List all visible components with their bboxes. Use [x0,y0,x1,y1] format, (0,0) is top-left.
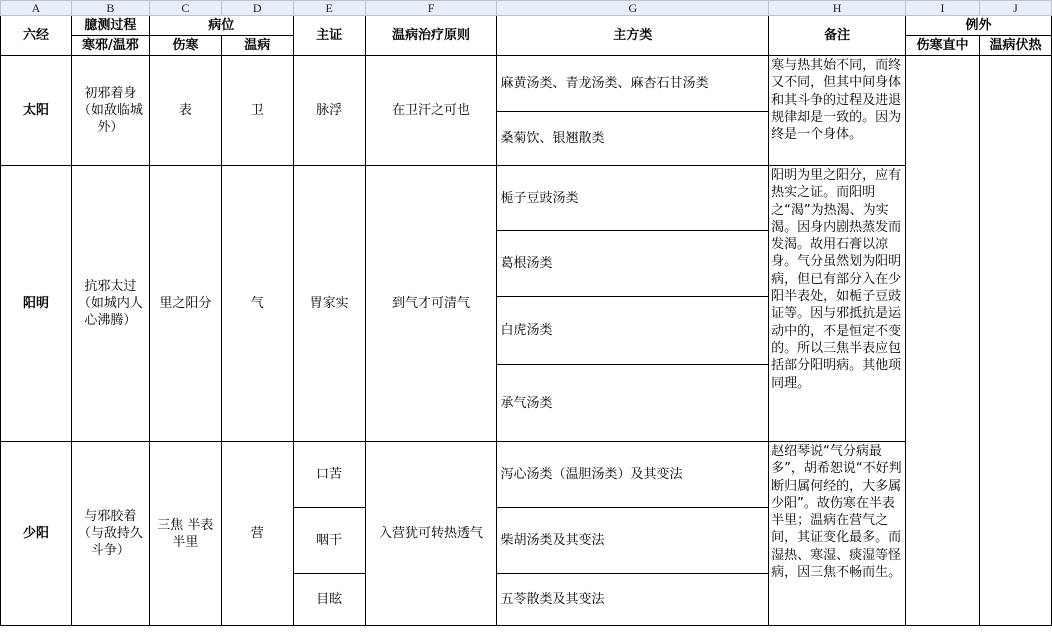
header-exceptions[interactable]: 例外 [906,16,1052,36]
header-location[interactable]: 病位 [149,16,293,36]
header-main-sign[interactable]: 主证 [293,16,365,56]
col-header-b[interactable]: B [71,1,149,16]
cell-wenbing-shaoyang[interactable]: 营 [221,442,293,626]
col-header-d[interactable]: D [221,1,293,16]
cell-jing-taiyang[interactable]: 太阳 [1,56,72,166]
cell-exc-shanghan[interactable] [906,56,980,626]
cell-wenbing-yangming[interactable]: 气 [221,166,293,442]
cell-sign-shaoyang-3[interactable]: 目眩 [293,574,365,626]
cell-shanghan-yangming[interactable]: 里之阳分 [149,166,221,442]
cell-formula-yangming-1[interactable]: 栀子豆豉汤类 [497,166,769,231]
cell-shanghan-shaoyang[interactable]: 三焦 半表半里 [149,442,221,626]
column-letter-row [1,1,1052,16]
cell-process-yangming[interactable]: 抗邪太过（如城内人心沸腾） [71,166,149,442]
header-wenbing[interactable]: 温病 [221,36,293,56]
header-speculation[interactable]: 臆测过程 [71,16,149,36]
cell-sign-shaoyang-1[interactable]: 口苦 [293,442,365,508]
cell-sign-shaoyang-2[interactable]: 咽干 [293,508,365,574]
row-shaoyang-1 [1,442,1052,508]
header-speculation-sub[interactable]: 寒邪/温邪 [71,36,149,56]
header-liujing[interactable]: 六经 [1,16,72,56]
cell-process-taiyang[interactable]: 初邪着身（如敌临城外） [71,56,149,166]
col-header-f[interactable]: F [365,1,497,16]
col-header-c[interactable]: C [149,1,221,16]
header-principle[interactable]: 温病治疗原则 [365,16,497,56]
cell-sign-taiyang[interactable]: 脉浮 [293,56,365,166]
cell-shanghan-taiyang[interactable]: 表 [149,56,221,166]
cell-exc-wenbing[interactable] [979,56,1051,626]
col-header-i[interactable]: I [906,1,980,16]
cell-remark-shaoyang[interactable]: 赵绍琴说“气分病最多”，胡希恕说“不好判断归属何经的，大多属少阳”。故伤寒在半表半里；温病在营气之间，其证变化最多。而湿热、寒湿、痰湿等怪病，因三焦不畅而生。 [769,442,906,626]
header-formulas[interactable]: 主方类 [497,16,769,56]
col-header-e[interactable]: E [293,1,365,16]
cell-remark-taiyang[interactable]: 寒与热其始不同，而终又不同，但其中间身体和其斗争的过程及进退规律却是一致的。因为终是一个身体。 [769,56,906,166]
cell-formula-taiyang-1[interactable]: 麻黄汤类、青龙汤类、麻杏石甘汤类 [497,56,769,112]
cell-formula-yangming-2[interactable]: 葛根汤类 [497,231,769,297]
col-header-j[interactable]: J [979,1,1051,16]
row-yangming-1 [1,166,1052,231]
header-exc-shanghan[interactable]: 伤寒直中 [906,36,980,56]
col-header-h[interactable]: H [769,1,906,16]
cell-principle-taiyang[interactable]: 在卫汗之可也 [365,56,497,166]
header-row-1 [1,16,1052,36]
header-shanghan[interactable]: 伤寒 [149,36,221,56]
cell-formula-shaoyang-1[interactable]: 泻心汤类（温胆汤类）及其变法 [497,442,769,508]
header-exc-wenbing[interactable]: 温病伏热 [979,36,1051,56]
cell-formula-shaoyang-2[interactable]: 柴胡汤类及其变法 [497,508,769,574]
cell-sign-yangming[interactable]: 胃家实 [293,166,365,442]
cell-jing-yangming[interactable]: 阳明 [1,166,72,442]
cell-principle-yangming[interactable]: 到气才可清气 [365,166,497,442]
cell-formula-yangming-4[interactable]: 承气汤类 [497,365,769,442]
row-taiyang-1 [1,56,1052,112]
col-header-a[interactable]: A [1,1,72,16]
cell-remark-yangming[interactable]: 阳明为里之阳分，应有热实之证。而阳明之“渴”为热渴、为实渴。因身内剧热蒸发而发渴。故用石膏以凉身。气分虽然划为阳明病，但已有部分入在少阳半表处，如栀子豆豉证等。因与邪抵抗是运动中的，不是恒定不变的。所以三焦半表应包括部分阳明病。其他项同理。 [769,166,906,442]
header-remarks[interactable]: 备注 [769,16,906,56]
cell-formula-yangming-3[interactable]: 白虎汤类 [497,297,769,365]
cell-principle-shaoyang[interactable]: 入营犹可转热透气 [365,442,497,626]
col-header-g[interactable]: G [497,1,769,16]
cell-formula-taiyang-2[interactable]: 桑菊饮、银翘散类 [497,112,769,166]
cell-formula-shaoyang-3[interactable]: 五苓散类及其变法 [497,574,769,626]
cell-jing-shaoyang[interactable]: 少阳 [1,442,72,626]
cell-wenbing-taiyang[interactable]: 卫 [221,56,293,166]
cell-process-shaoyang[interactable]: 与邪胶着（与敌持久斗争） [71,442,149,626]
